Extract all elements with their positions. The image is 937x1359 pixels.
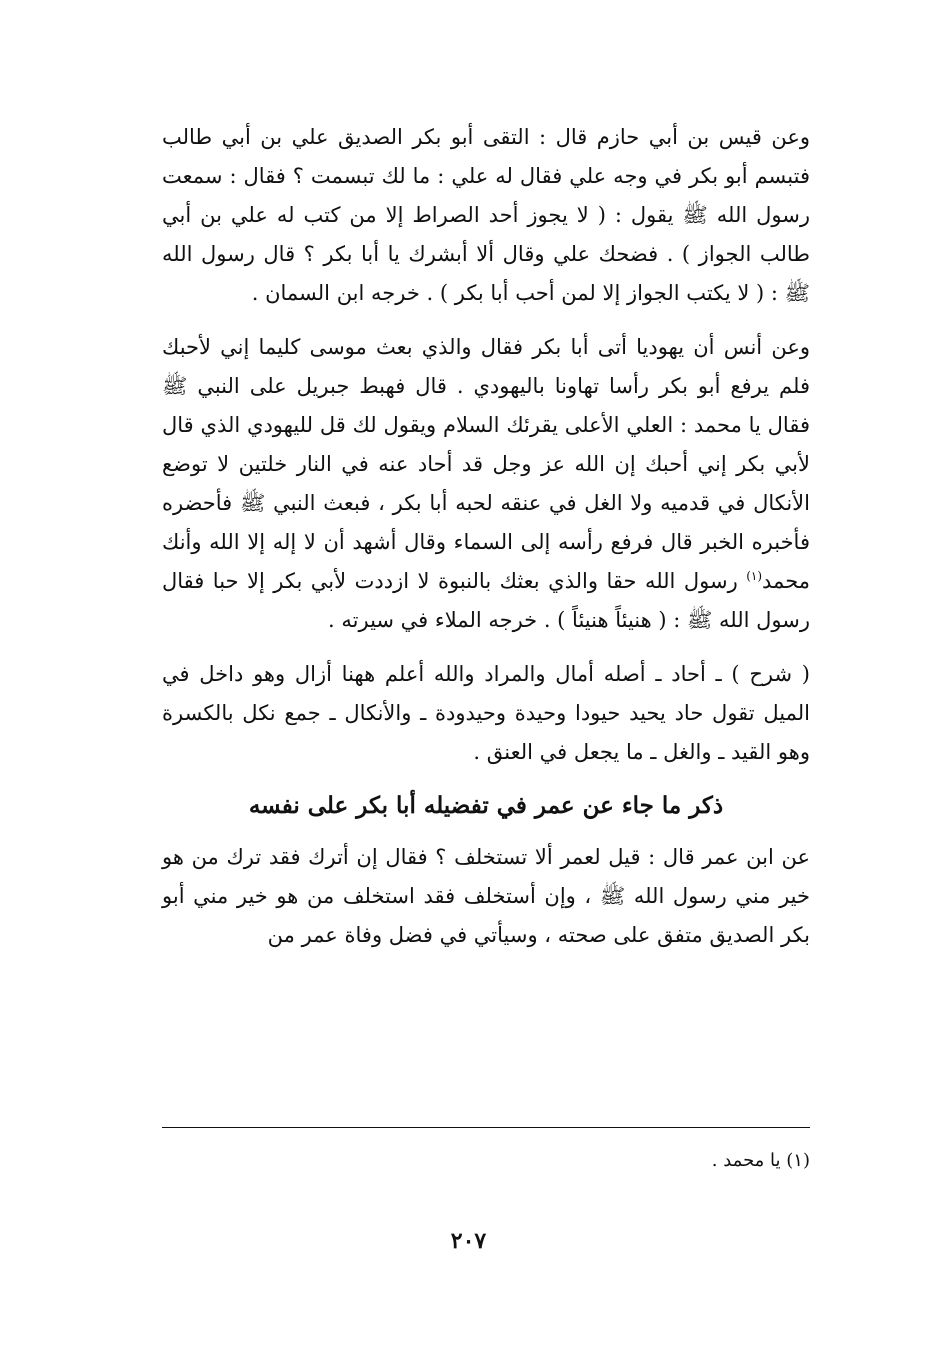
paragraph-explanation: ( شرح ) ـ أحاد ـ أصله أمال والمراد والله أعلم ههنا أزال وهو داخل في الميل تقول حاد يحيد حيودا وحيدة وحيدودة ـ والأنكال ـ جمع نكل بالكسرة وهو القيد ـ والغل ـ ما يجعل في العنق . — [162, 662, 810, 764]
page-number: ٢٠٧ — [450, 1228, 487, 1254]
paragraph-qays-hadith: وعن قيس بن أبي حازم قال : التقى أبو بكر الصديق علي بن أبي طالب فتبسم أبو بكر في وجه علي فقال له علي : ما لك تبسمت ؟ فقال : سمعت رسول الله ﷺ يقول : ( لا يجوز أحد الصراط إلا من كتب له علي بن أبي طالب الجواز ) . فضحك علي وقال ألا أبشرك يا أبا بكر ؟ قال رسول الله ﷺ : ( لا يكتب الجواز إلا لمن أحب أبا بكر ) . خرجه ابن السمان . — [162, 125, 810, 305]
paragraph-anas-text-continued: رسول الله حقا والذي بعثك بالنبوة لا ازددت لأبي بكر إلا حبا فقال رسول الله ﷺ : ( هنيئاً هنيئاً ) . خرجه الملاء في سيرته . — [162, 569, 810, 632]
footnote: (١) يا محمد . — [711, 1150, 810, 1171]
main-text-block — [162, 118, 810, 955]
paragraph-anas-hadith — [162, 328, 810, 640]
footnote-separator — [162, 1127, 810, 1128]
footnote-marker: (١) — [746, 569, 763, 583]
paragraph-ibn-umar: عن ابن عمر قال : قيل لعمر ألا تستخلف ؟ فقال إن أترك فقد ترك من هو خير مني رسول الله ﷺ ، وإن أستخلف فقد استخلف من هو خير مني أبو بكر الصديق متفق على صحته ، وسيأتي في فضل وفاة عمر من — [162, 845, 810, 947]
paragraph-anas-text: وعن أنس أن يهوديا أتى أبا بكر فقال والذي بعث موسى كليما إني لأحبك فلم يرفع أبو بكر رأسا تهاونا باليهودي . قال فهبط جبريل على النبي ﷺ فقال يا محمد : العلي الأعلى يقرئك السلام ويقول لك قل لليهودي الذي قال لأبي بكر إني أحبك إن الله عز وجل قد أحاد عنه في النار خلتين لا توضع الأنكال في قدميه ولا الغل في عنقه لحبه أبا بكر ، فبعث النبي ﷺ فأحضره فأخبره الخبر قال فرفع رأسه إلى السماء وقال أشهد أن لا إله إلا الله وأنك محمد — [162, 335, 810, 593]
section-heading: ذكر ما جاء عن عمر في تفضيله أبا بكر على نفسه — [248, 792, 724, 819]
